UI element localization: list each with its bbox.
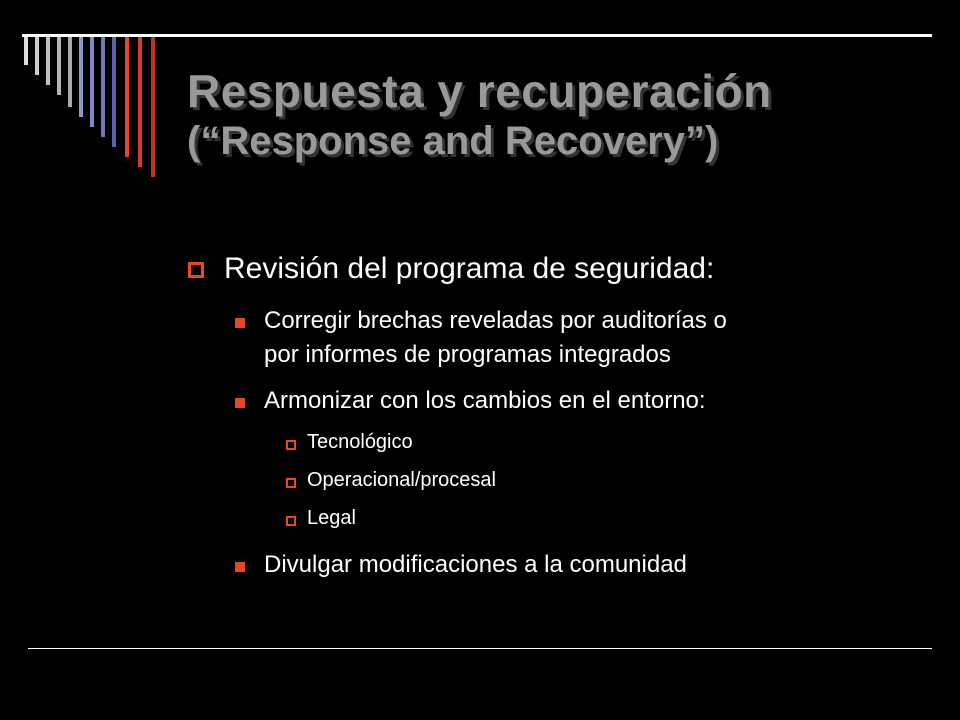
hollow-square-bullet-icon	[286, 440, 296, 450]
hollow-square-bullet-icon	[286, 478, 296, 488]
bullet-item3: Divulgar modificaciones a la comunidad	[264, 551, 687, 578]
bottom-rule	[28, 648, 932, 649]
sub-bullet-legal: Legal	[307, 507, 356, 529]
bullet-item2: Armonizar con los cambios en el entorno:	[264, 387, 706, 414]
title-line1: Respuesta y recuperación	[187, 65, 772, 117]
square-bullet-icon	[235, 562, 245, 572]
title-line2: (“Response and Recovery”)	[187, 119, 719, 163]
square-bullet-icon	[235, 318, 245, 328]
bullet-item1-line1: Corregir brechas reveladas por auditorías o	[264, 307, 727, 334]
bullet-level1: Revisión del programa de seguridad:	[224, 252, 715, 285]
square-bullet-icon	[235, 398, 245, 408]
hollow-square-bullet-icon	[188, 262, 204, 278]
sub-bullet-tecnologico: Tecnológico	[307, 431, 413, 453]
hollow-square-bullet-icon	[286, 516, 296, 526]
bullet-item1-line2: por informes de programas integrados	[264, 341, 671, 368]
sub-bullet-operacional: Operacional/procesal	[307, 469, 496, 491]
